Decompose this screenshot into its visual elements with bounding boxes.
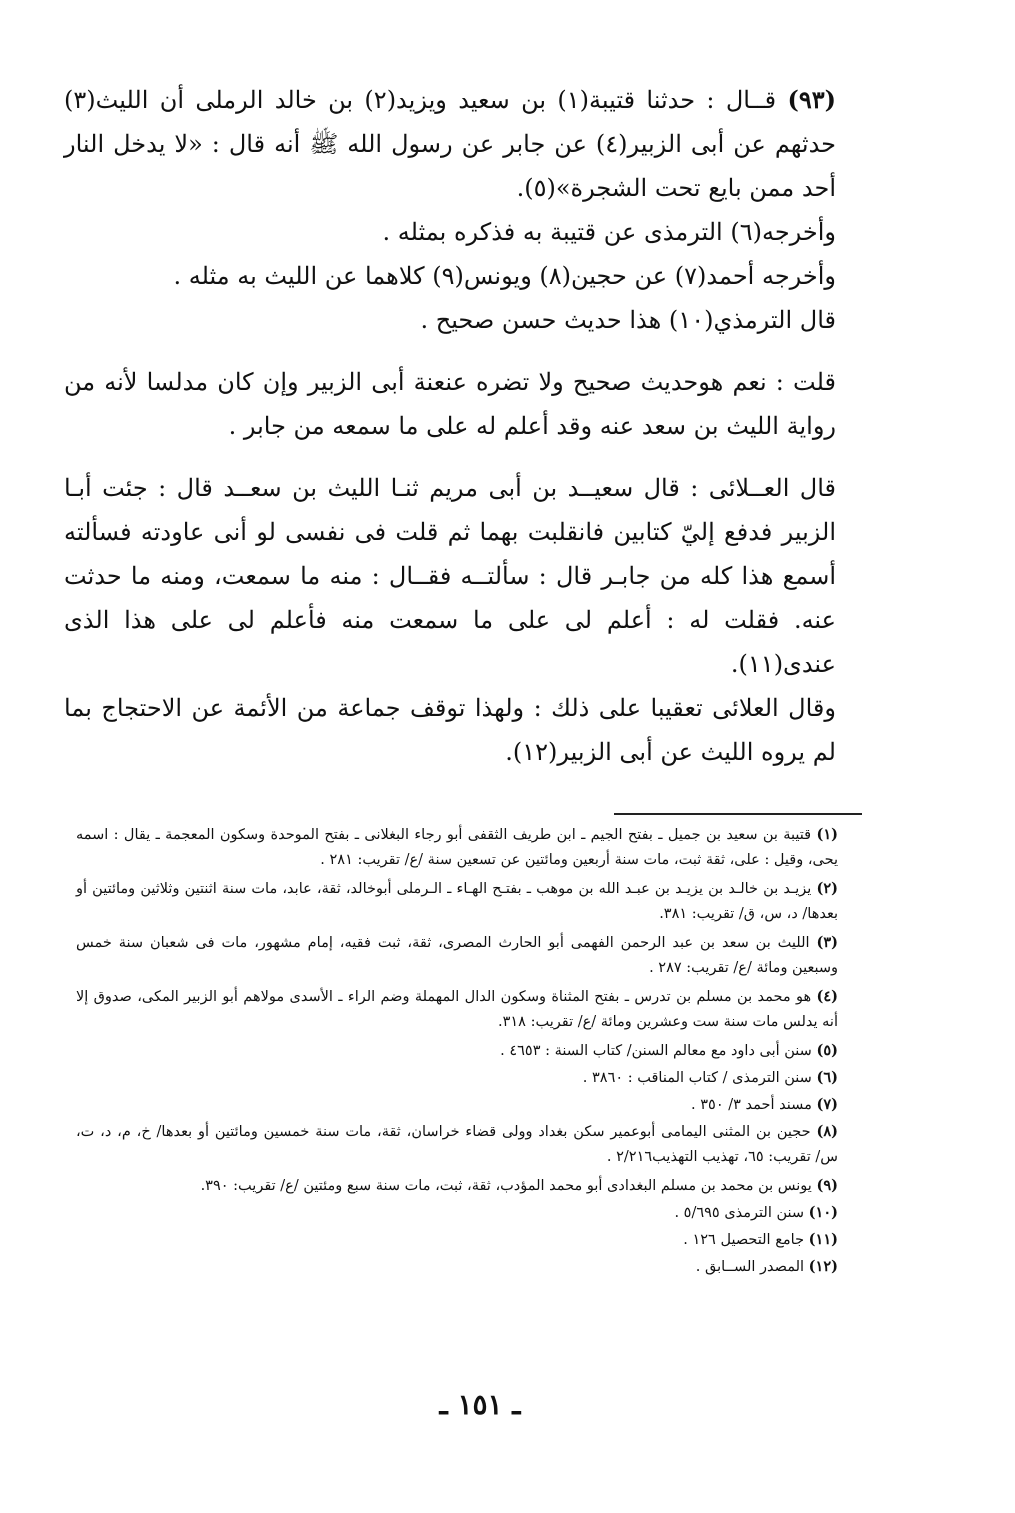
footnote-8 <box>76 1119 874 1170</box>
footnote-text: سنن الترمذى ٥/٦٩٥ . <box>674 1205 805 1221</box>
footnote-11 <box>76 1227 874 1253</box>
alalai-quote: قال العــلائى : قال سعيــد بن أبى مريم ثنـا الليث بن سعــد قال : جئت أبـا الزبير فدفع إليّ كتابين فانقلبت بهما ثم قلت فى نفسى لو أنى عاودته فسألته أسمع هذا كله من جابـر قال : سألتــه فقــال : منه ما سمعت، ومنه ما حدثت عنه. فقلت له : أعلم لى على ما سمعت منه فأعلم لى على هذا الذى عندى(١١). <box>64 474 836 678</box>
footnote-number: (٤) <box>816 988 839 1005</box>
takhrij-tirmidhi: وأخرجه(٦) الترمذى عن قتيبة به فذكره بمثله . <box>382 218 836 246</box>
footnote-2 <box>76 876 874 927</box>
footnote-number: (١٢) <box>808 1258 838 1275</box>
author-comment: قلت : نعم هوحديث صحيح ولا تضره عنعنة أبى الزبير وإن كان مدلسا لأنه من رواية الليث بن سعد عنه وقد أعلم له على ما سمعه من جابر . <box>64 368 836 440</box>
footnote-10 <box>76 1200 874 1226</box>
footnote-12 <box>76 1254 874 1280</box>
footnote-number: (١١) <box>808 1231 838 1248</box>
footnote-number: (١) <box>816 826 839 843</box>
footnote-5 <box>76 1038 874 1064</box>
footnote-text: هو محمد بن مسلم بن تدرس ـ بفتح المثناة وسكون الدال المهملة وضم الراء ـ الأسدى مولاهم أبو الزبير المكى، صدوق إلا أنه يدلس مات سنة ست وعشرين ومائة /ع/ تقريب: ٣١٨. <box>76 989 838 1030</box>
hadith-body <box>64 78 872 774</box>
footnote-text: المصدر الســابق . <box>695 1259 805 1275</box>
footnote-text: حجين بن المثنى اليمامى أبوعمير سكن بغداد وولى قضاء خراسان، ثقة، مات سنة خمسين ومائتين أو بعدها/ خ، م، د، ت، س/ تقريب: ٦٥، تهذيب التهذيب٢/٢١٦ . <box>76 1124 838 1165</box>
footnotes <box>76 822 874 1281</box>
footnote-number: (١٠) <box>808 1204 838 1221</box>
footnote-7 <box>76 1092 874 1118</box>
footnote-number: (٧) <box>816 1096 838 1113</box>
footnote-text: سنن الترمذى / كتاب المناقب : ٣٨٦٠ . <box>582 1070 812 1086</box>
footnote-number: (٣) <box>816 934 839 951</box>
footnote-number: (٥) <box>816 1042 838 1059</box>
hadith-number: (٩٣) <box>787 85 836 114</box>
footnote-9 <box>76 1173 874 1199</box>
footnote-text: قتيبة بن سعيد بن جميل ـ بفتح الجيم ـ ابن طريف الثقفى أبو رجاء البغلانى ـ بفتح الموحدة وسكون المعجمة ـ يقال : اسمه يحى، وقيل : على، ثقة ثبت، مات سنة أربعين ومائتين عن تسعين سنة /ع/ تقريب: ٢٨١ . <box>76 827 838 868</box>
footnote-3 <box>76 930 874 981</box>
hadith-paragraph-1 <box>64 78 872 210</box>
footnote-text: يونس بن محمد بن مسلم البغدادى أبو محمد المؤدب، ثقة، ثبت، مات سنة سبع ومئتين /ع/ تقريب: ٣٩٠. <box>200 1178 812 1194</box>
footnote-text: الليث بن سعد بن عبد الرحمن الفهمى أبو الحارث المصرى، ثقة، ثبت فقيه، إمام مشهور، مات فى شعبان سنة خمس وسبعين ومائة /ع/ تقريب: ٢٨٧ . <box>76 935 838 976</box>
footnote-text: يزيـد بن خالـد بن يزيـد بن عبـد الله بن موهب ـ بفتـح الهـاء ـ الـرملى أبوخالد، ثقة، عابد، مات سنة اثنتين وثلاثين ومائتين أو بعدها/ د، س، ق/ تقريب: ٣٨١. <box>76 881 838 922</box>
tirmidhi-grading: قال الترمذي(١٠) هذا حديث حسن صحيح . <box>420 306 836 334</box>
footnote-text: سنن أبى داود مع معالم السنن/ كتاب السنة : ٤٦٥٣ . <box>500 1043 812 1059</box>
footnote-text: مسند أحمد ٣/ ٣٥٠ . <box>691 1097 812 1113</box>
footnote-separator <box>614 813 862 815</box>
alalai-commentary: وقال العلائى تعقيبا على ذلك : ولهذا توقف جماعة من الأئمة عن الاحتجاج بما لم يروه الليث عن أبى الزبير(١٢). <box>64 694 836 766</box>
takhrij-ahmad: وأخرجه أحمد(٧) عن حجين(٨) ويونس(٩) كلاهما عن الليث به مثله . <box>173 262 836 290</box>
footnote-6 <box>76 1065 874 1091</box>
hadith-text: قــال : حدثنا قتيبة(١) بن سعيد ويزيد(٢) بن خالد الرملى أن الليث(٣) حدثهم عن أبى الزبير(٤) عن جابر عن رسول الله ﷺ أنه قال : «لا يدخل النار أحد ممن بايع تحت الشجرة»(٥). <box>64 86 836 202</box>
footnote-text: جامع التحصيل ١٢٦ . <box>683 1232 805 1248</box>
footnote-number: (٢) <box>816 880 838 897</box>
footnote-number: (٨) <box>816 1123 839 1140</box>
footnote-number: (٦) <box>816 1069 838 1086</box>
footnote-number: (٩) <box>816 1177 838 1194</box>
footnote-4 <box>76 984 874 1035</box>
footnote-1 <box>76 822 874 873</box>
page-number: ـ ١٥١ ـ <box>439 1388 521 1421</box>
